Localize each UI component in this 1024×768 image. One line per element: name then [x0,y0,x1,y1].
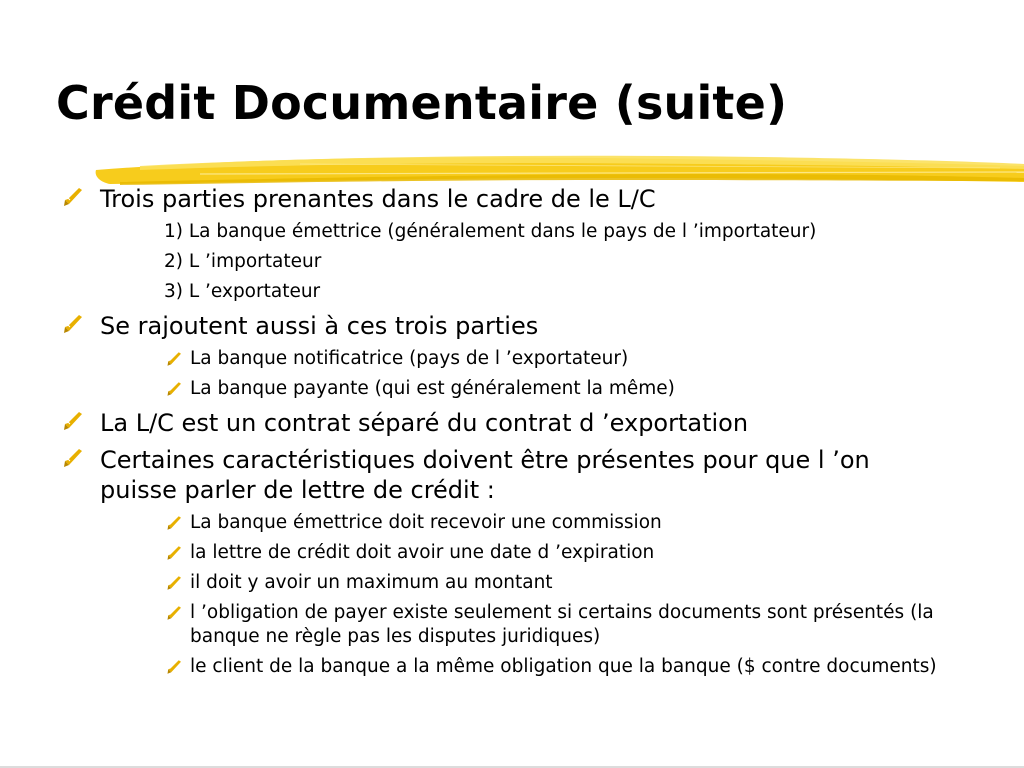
sub-bullet-item [0,541,970,565]
bullet-item [0,445,920,505]
numbered-item: 1) La banque émettrice (généralement dans le pays de l ’importateur) [164,221,817,242]
bullet-text: Se rajoutent aussi à ces trois parties [100,312,539,340]
bullet-item [0,311,920,341]
pencil-check-icon [62,409,86,433]
slide-content [0,184,1024,679]
sub-bullet-text: La banque payante (qui est généralement la même) [190,378,675,399]
bullet-item [0,408,920,438]
pencil-check-icon [62,446,86,470]
pencil-check-icon [166,380,184,398]
sub-bullet-item [0,601,970,649]
pencil-check-icon [166,544,184,562]
pencil-check-icon [166,350,184,368]
sub-bullet-text: La banque émettrice doit recevoir une commission [190,512,662,533]
pencil-check-icon [166,658,184,676]
bullet-text: Trois parties prenantes dans le cadre de le L/C [100,185,656,213]
pencil-check-icon [62,185,86,209]
sub-bullet-text: le client de la banque a la même obligation que la banque ($ contre documents) [190,656,937,677]
bullet-item [0,184,920,214]
sub-bullet-item [0,655,970,679]
sub-bullet-item [0,571,970,595]
pencil-check-icon [62,312,86,336]
pencil-check-icon [166,514,184,532]
pencil-check-icon [166,604,184,622]
pencil-check-icon [166,574,184,592]
sub-bullet-text: La banque notificatrice (pays de l ’exportateur) [190,348,629,369]
numbered-item: 3) L ’exportateur [164,281,321,302]
sub-bullet-text: l ’obligation de payer existe seulement si certains documents sont présentés (la banque ne règle pas les disputes juridiques) [190,602,934,647]
bullet-text: La L/C est un contrat séparé du contrat d ’exportation [100,409,749,437]
sub-bullet-text: il doit y avoir un maximum au montant [190,572,553,593]
slide-title: Crédit Documentaire (suite) [56,76,788,130]
sub-bullet-item [0,377,970,401]
sub-bullet-text: la lettre de crédit doit avoir une date d ’expiration [190,542,655,563]
bullet-text: Certaines caractéristiques doivent être présentes pour que l ’on puisse parler de lettre de crédit : [100,446,870,504]
sub-bullet-item [0,347,970,371]
sub-bullet-item [0,511,970,535]
numbered-item: 2) L ’importateur [164,251,322,272]
